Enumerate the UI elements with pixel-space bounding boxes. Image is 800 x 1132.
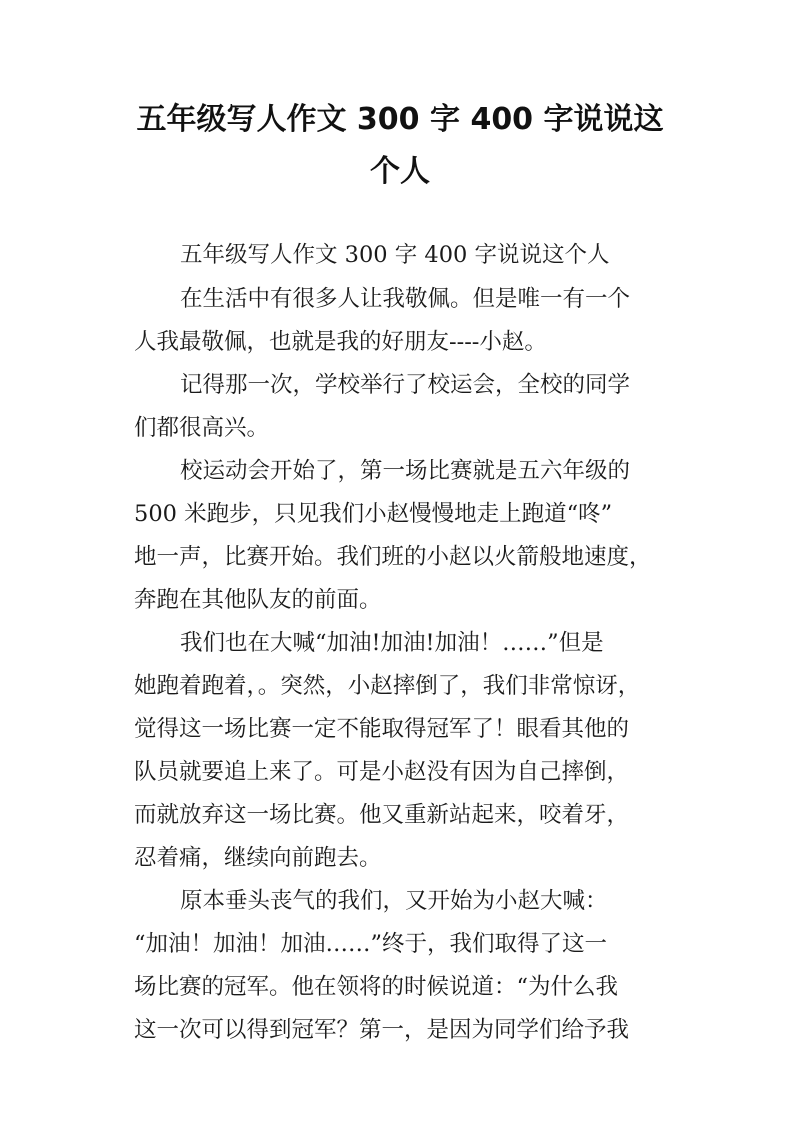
paragraph-line: 觉得这一场比赛一定不能取得冠军了！眼看其他的 [134, 716, 630, 742]
paragraph-line: 校运动会开始了，第一场比赛就是五六年级的 [180, 458, 631, 484]
paragraph-line: 场比赛的冠军。他在领将的时候说道：“为什么我 [134, 974, 619, 1000]
paragraph-line: 我们也在大喊“加油!加油!加油！……”但是 [180, 630, 604, 656]
paragraph-line: 记得那一次，学校举行了校运会，全校的同学 [180, 372, 631, 398]
paragraph-line: 队员就要追上来了。可是小赵没有因为自己摔倒， [134, 759, 630, 785]
paragraph-line: 忍着痛，继续向前跑去。 [134, 845, 382, 871]
paragraph-line: 这一次可以得到冠军？第一，是因为同学们给予我 [134, 1017, 630, 1043]
paragraph-line: 奔跑在其他队友的前面。 [134, 587, 382, 613]
paragraph-line: 而就放弃这一场比赛。他又重新站起来，咬着牙， [134, 802, 630, 828]
paragraph-line: 在生活中有很多人让我敬佩。但是唯一有一个 [180, 286, 631, 312]
paragraph-line: 原本垂头丧气的我们，又开始为小赵大喊： [180, 888, 608, 914]
title-line: 五年级写人作文 300 字 400 字说说这 [136, 102, 664, 137]
paragraph-line: 人我最敬佩，也就是我的好朋友----小赵。 [134, 329, 547, 355]
paragraph-line: 她跑着跑着，。突然，小赵摔倒了，我们非常惊讶， [134, 673, 641, 699]
paragraph-line: 五年级写人作文 300 字 400 字说说这个人 [180, 242, 610, 268]
title-line: 个人 [370, 154, 430, 189]
paragraph-line: “加油！加油！加油……”终于，我们取得了这一 [134, 931, 608, 957]
paragraph-line: 地一声，比赛开始。我们班的小赵以火箭般地速度， [134, 544, 652, 570]
document-title [120, 94, 680, 198]
paragraph-line: 500 米跑步，只见我们小赵慢慢地走上跑道“咚” [134, 501, 613, 527]
paragraph-line: 们都很高兴。 [134, 415, 270, 441]
